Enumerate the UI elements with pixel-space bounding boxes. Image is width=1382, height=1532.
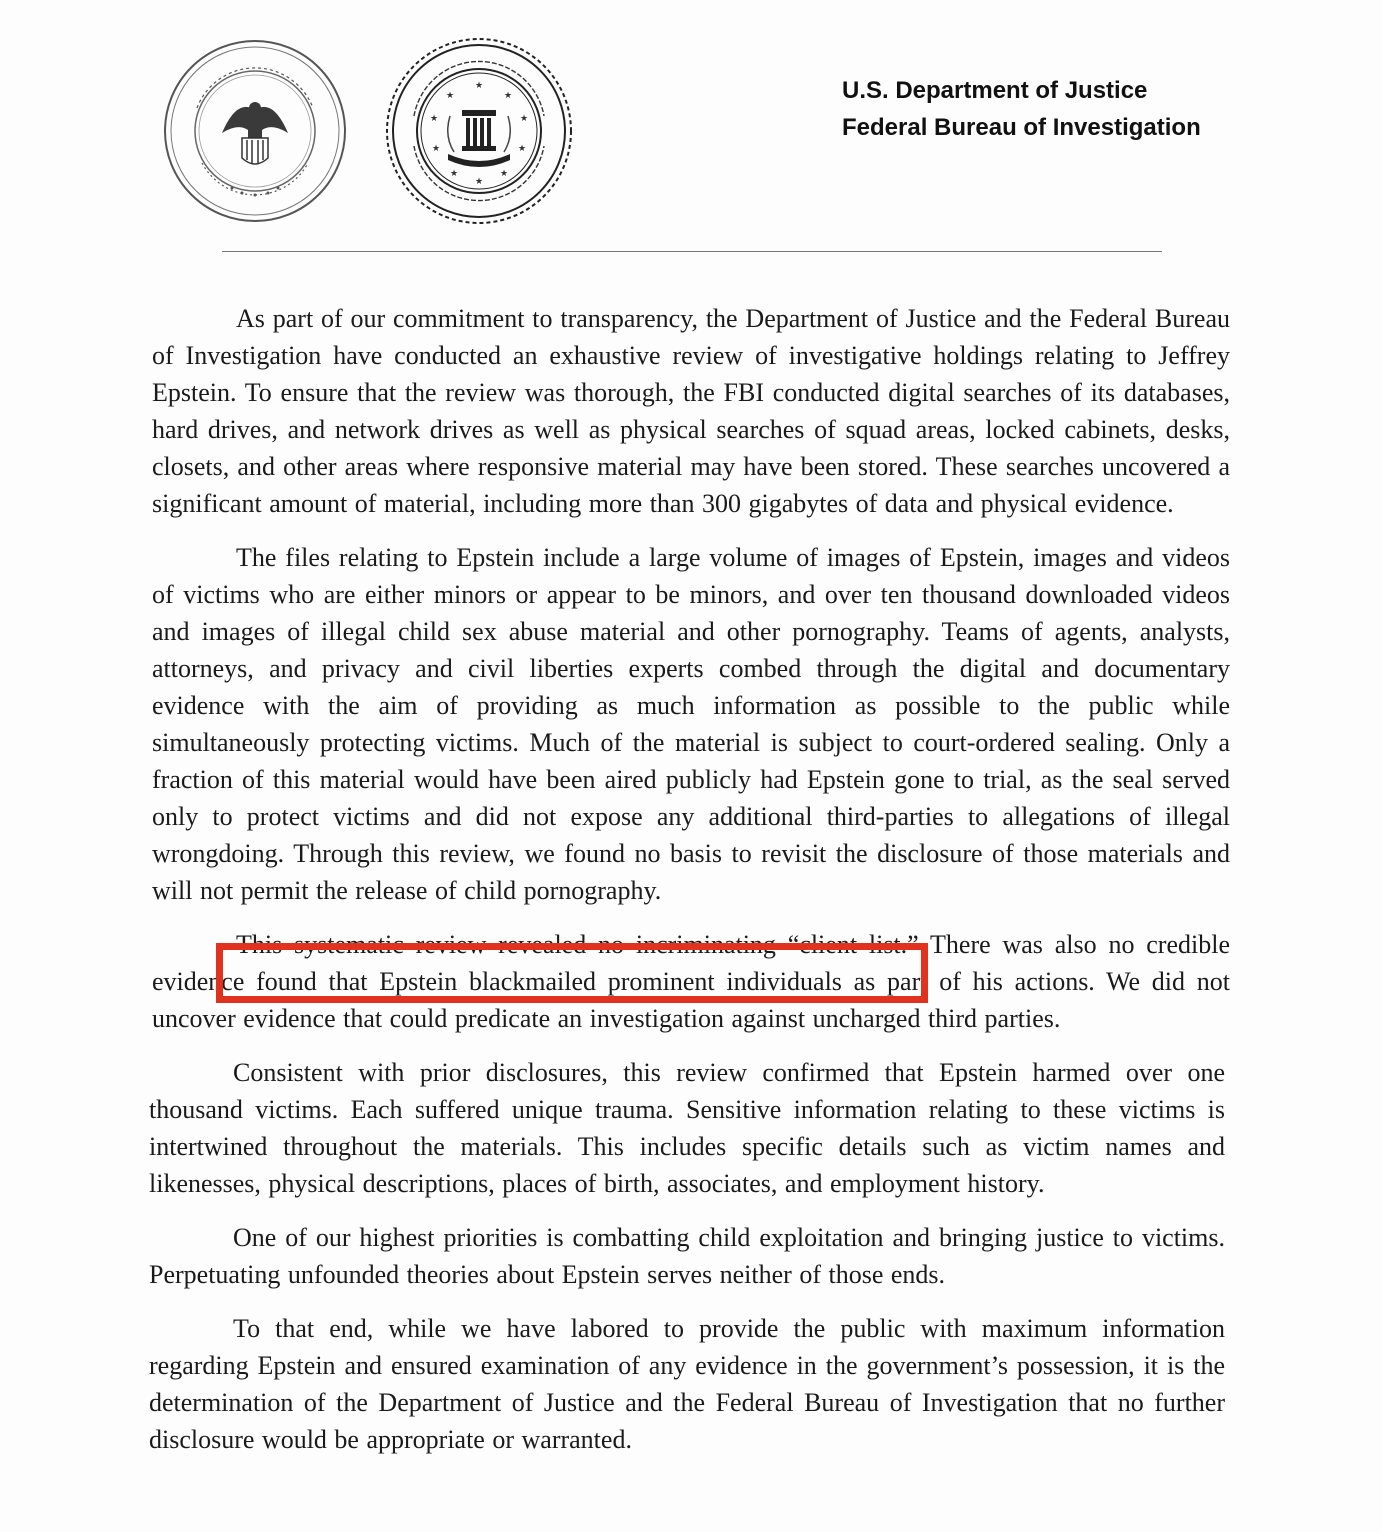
svg-text:★: ★	[445, 91, 455, 101]
letterhead-line-1: U.S. Department of Justice	[842, 77, 1148, 104]
svg-text:★: ★	[431, 144, 441, 154]
paragraph-2: The files relating to Epstein include a large volume of images of Epstein, images and videos of victims who are either minors or appear to be minors, and over ten thousand downloaded videos and images of illegal child sex abuse material and other pornography. Teams of agents, analysts, attorneys, and privacy and civil liberties experts combed through the digital and documentary evidence with the aim of providing as much information as possible to the public while simultaneously protecting victims. Much of the material is subject to court-ordered sealing. Only a fraction of this material would have been aired publicly had Epstein gone to trial, as the seal served only to protect victims and did not expose any additional third-parties to allegations of illegal wrongdoing. Through this review, we found no basis to revisit the disclosure of those materials and will not permit the release of child pornography.	[152, 543, 1230, 905]
paragraph-3: This systematic review revealed no incriminating “client list.” There was also no credible evidence found that Epstein blackmailed prominent individuals as part of his actions. We did not uncover evidence that could predicate an investigation against uncharged third parties.	[152, 930, 1230, 1033]
document-body	[149, 300, 1230, 1475]
svg-text:★: ★	[474, 81, 484, 91]
svg-text:★: ★	[474, 177, 484, 187]
svg-text:★: ★	[499, 169, 509, 179]
paragraph-4: Consistent with prior disclosures, this review confirmed that Epstein harmed over one thousand victims. Each suffered unique trauma. Sensitive information relating to these victims is intertwined throughout the materials. This includes specific details such as victim names and likenesses, physical descriptions, places of birth, associates, and employment history.	[149, 1058, 1225, 1198]
paragraph-5: One of our highest priorities is combatting child exploitation and bringing justice to victims. Perpetuating unfounded theories about Epstein serves neither of those ends.	[149, 1223, 1225, 1289]
paragraph-1: As part of our commitment to transparency, the Department of Justice and the Federal Bureau of Investigation have conducted an exhaustive review of investigative holdings relating to Jeffrey Epstein. To ensure that the review was thorough, the FBI conducted digital searches of its databases, hard drives, and network drives as well as physical searches of squad areas, locked cabinets, desks, closets, and other areas where responsive material may have been stored. These searches uncovered a significant amount of material, including more than 300 gigabytes of data and physical evidence.	[152, 304, 1230, 518]
fbi-seal-icon	[384, 36, 574, 226]
svg-text:★: ★	[449, 169, 459, 179]
header-divider	[222, 251, 1162, 252]
svg-text:★: ★	[517, 144, 527, 154]
paragraph-6: To that end, while we have labored to provide the public with maximum information regarding Epstein and ensured examination of any evidence in the government’s possession, it is the determination of the Department of Justice and the Federal Bureau of Investigation that no further disclosure would be appropriate or warranted.	[149, 1314, 1225, 1454]
svg-text:★: ★	[503, 91, 513, 101]
svg-text:★: ★	[519, 114, 529, 124]
svg-text:★: ★	[429, 114, 439, 124]
department-of-justice-seal-icon	[162, 38, 348, 224]
letterhead	[842, 72, 1201, 146]
letterhead-line-2: Federal Bureau of Investigation	[842, 114, 1201, 141]
